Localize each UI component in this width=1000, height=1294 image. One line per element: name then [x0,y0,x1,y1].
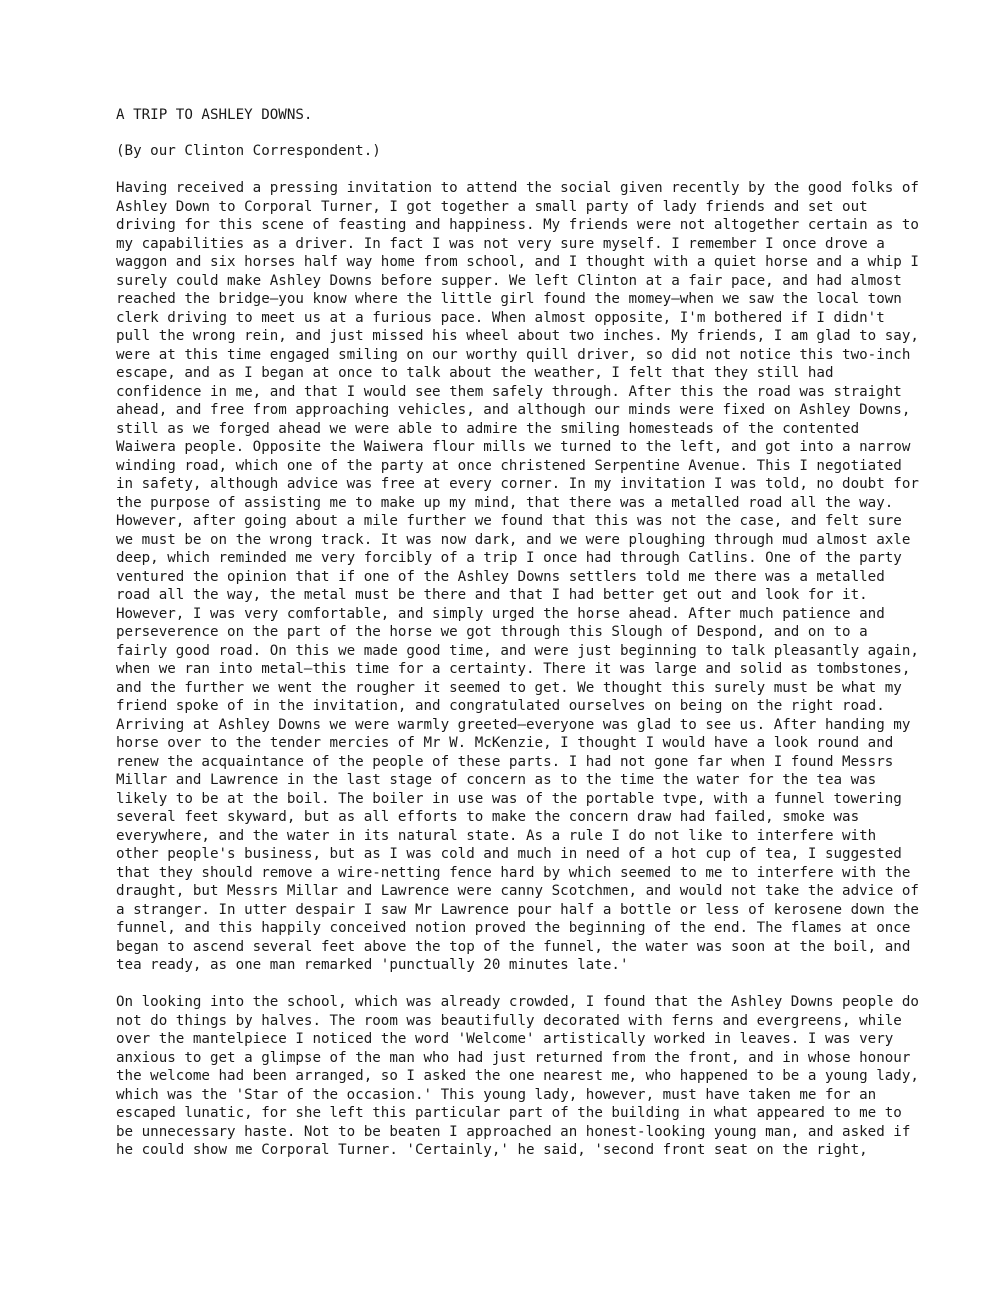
text-line: driving for this scene of feasting and happiness. My friends were not altogether certain as to [116,217,919,233]
text-line: perseverence on the part of the horse we got through this Slough of Despond, and on to a [116,624,868,640]
text-line: over the mantelpiece I noticed the word 'Welcome' artistically worked in leaves. I was very [116,1031,894,1047]
text-line: in safety, although advice was free at every corner. In my invitation I was told, no doubt for [116,476,919,492]
text-line: be unnecessary haste. Not to be beaten I approached an honest-looking young man, and asked if [116,1123,911,1140]
text-line: However, after going about a mile further we found that this was not the case, and felt sure [116,513,902,529]
text-line: fairly good road. On this we made good time, and were just beginning to talk pleasantly again, [116,642,919,659]
text-line: tea ready, as one man remarked 'punctually 20 minutes late.' [116,957,629,973]
text-line: escape, and as I began at once to talk about the weather, I felt that they still had [116,365,834,381]
text-line: Having received a pressing invitation to attend the social given recently by the good folks of [116,180,919,196]
text-line: Arriving at Ashley Downs we were warmly greeted—everyone was glad to see us. After handing my [116,716,911,733]
article-paragraph [116,179,919,975]
text-line: Waiwera people. Opposite the Waiwera flour mills we turned to the left, and got into a narrow [116,439,911,455]
text-line: funnel, and this happily conceived notion proved the beginning of the end. The flames at once [116,920,911,936]
text-line: surely could make Ashley Downs before supper. We left Clinton at a fair pace, and had almost [116,272,902,289]
text-line: not do things by halves. The room was beautifully decorated with ferns and evergreens, while [116,1012,902,1029]
text-line: renew the acquaintance of the people of these parts. I had not gone far when I found Messrs [116,753,894,770]
text-line: anxious to get a glimpse of the man who had just returned from the front, and in whose honour [116,1049,911,1066]
text-line: which was the 'Star of the occasion.' This young lady, however, must have taken me for an [116,1086,877,1103]
text-line: several feet skyward, but as all efforts to make the concern draw had failed, smoke was [116,809,860,825]
text-line: road all the way, the metal must be there and that I had better get out and look for it. [116,587,868,603]
text-line: ahead, and free from approaching vehicles, and although our minds were fixed on Ashley Downs, [116,402,911,418]
article-title: A TRIP TO ASHLEY DOWNS. [116,107,313,123]
article-body [116,179,919,1160]
text-line: On looking into the school, which was already crowded, I found that the Ashley Downs people do [116,994,919,1010]
text-line: However, I was very comfortable, and simply urged the horse ahead. After much patience and [116,605,885,622]
text-line: Ashley Down to Corporal Turner, I got together a small party of lady friends and set out [116,198,868,215]
text-line: reached the bridge—you know where the little girl found the momey—when we saw the local town [116,291,902,307]
article-byline: (By our Clinton Correspondent.) [116,142,381,159]
text-line: deep, which reminded me very forcibly of a trip I once had through Catlins. One of the party [116,550,902,566]
text-line: when we ran into metal—this time for a certainty. There it was large and solid as tombstones, [116,661,911,677]
text-line: were at this time engaged smiling on our worthy quill driver, so did not notice this two-inch [116,346,911,363]
text-line: my capabilities as a driver. In fact I was not very sure myself. I remember I once drove a [116,235,885,252]
text-line: waggon and six horses half way home from school, and I thought with a quiet horse and a whip I [116,254,919,270]
text-line: pull the wrong rein, and just missed his wheel about two inches. My friends, I am glad to say, [116,328,919,344]
text-line: winding road, which one of the party at once christened Serpentine Avenue. This I negotiated [116,457,902,474]
text-line: horse over to the tender mercies of Mr W. McKenzie, I thought I would have a look round and [116,735,894,751]
text-line: clerk driving to meet us at a furious pace. When almost opposite, I'm bothered if I didn't [116,309,885,326]
text-line: and the further we went the rougher it seemed to get. We thought this surely must be what my [116,679,902,696]
text-line: likely to be at the boil. The boiler in use was of the portable tvpe, with a funnel towering [116,790,902,807]
text-line: he could show me Corporal Turner. 'Certainly,' he said, 'second front seat on the right, [116,1142,868,1158]
text-line: that they should remove a wire-netting fence hard by which seemed to me to interfere with the [116,864,911,881]
text-line: the welcome had been arranged, so I asked the one nearest me, who happened to be a young lady, [116,1068,919,1084]
text-line: friend spoke of in the invitation, and congratulated ourselves on being on the right road. [116,698,885,714]
article-paragraph [116,993,919,1160]
text-line: other people's business, but as I was cold and much in need of a hot cup of tea, I suggested [116,846,902,862]
text-line: everywhere, and the water in its natural state. As a rule I do not like to interfere with [116,827,877,844]
text-line: the purpose of assisting me to make up my mind, that there was a metalled road all the way. [116,494,894,511]
text-line: Millar and Lawrence in the last stage of concern as to the time the water for the tea was [116,772,877,788]
text-line: we must be on the wrong track. It was now dark, and we were ploughing through mud almost axle [116,531,911,548]
text-line: confidence in me, and that I would see them safely through. After this the road was straight [116,383,902,400]
text-line: ventured the opinion that if one of the Ashley Downs settlers told me there was a metalled [116,568,885,585]
document-page [116,106,919,1178]
text-line: escaped lunatic, for she left this particular part of the building in what appeared to me to [116,1105,902,1121]
text-line: began to ascend several feet above the top of the funnel, the water was soon at the boil, and [116,938,911,955]
text-line: a stranger. In utter despair I saw Mr Lawrence pour half a bottle or less of kerosene down the [116,901,919,918]
text-line: still as we forged ahead we were able to admire the smiling homesteads of the contented [116,420,860,437]
text-line: draught, but Messrs Millar and Lawrence were canny Scotchmen, and would not take the advice of [116,883,919,899]
